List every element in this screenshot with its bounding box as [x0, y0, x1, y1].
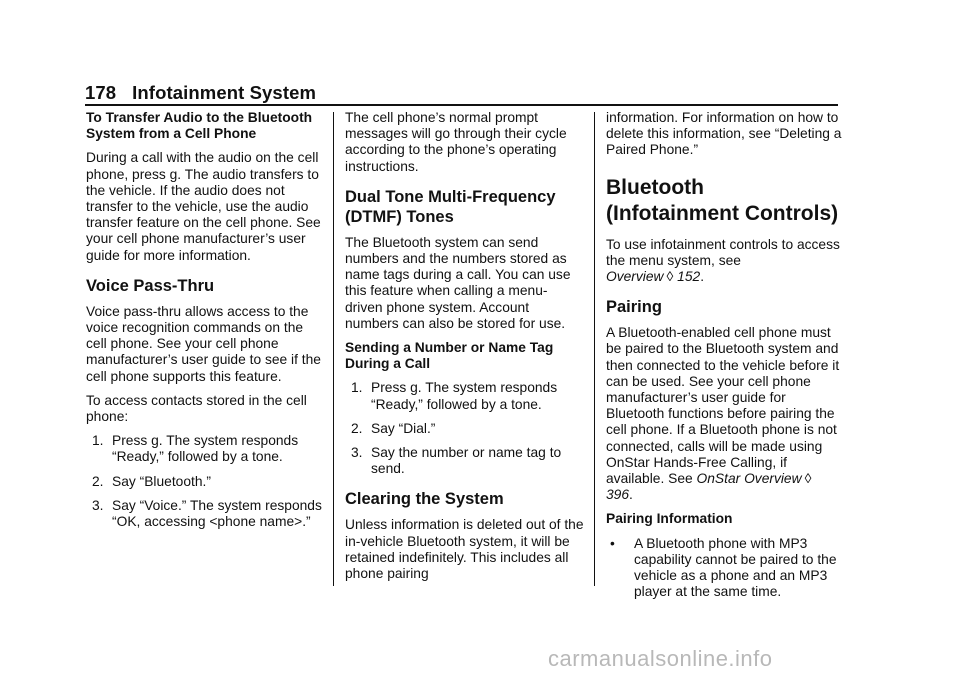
step-item [351, 445, 585, 477]
clearing-paragraph: Unless information is deleted out of the in-vehicle Bluetooth system, it will be retained indefinitely. This includes all phone pairing [345, 517, 584, 582]
deleting-info-paragraph: information. For information on how to delete this information, see “Deleting a Paired Phone.” [606, 110, 842, 158]
text-run: A Bluetooth-enabled cell phone must be paired to the Bluetooth system and then connected to the vehicle before it can be used. See your cell phone manufacturer’s user guide for Bluetooth functions before pairing the cell phone. If a Bluetooth phone is not connected, calls will be made using OnStar Hands-Free Calling, if available. See [606, 325, 840, 487]
step-number: 1. [351, 380, 363, 396]
step-number: 2. [92, 473, 104, 489]
step-text: Say “Bluetooth.” [112, 473, 211, 489]
overview-page-ref[interactable]: 152 [677, 269, 701, 285]
step-text [112, 433, 326, 465]
overview-link[interactable]: Overview [606, 269, 664, 285]
step-item [92, 498, 326, 530]
step-text: Say “Voice.” The system responds “OK, accessing <phone name>.” [112, 497, 322, 530]
text-run: During a call with the audio on the cell phone, press [86, 150, 319, 182]
step-item [92, 433, 326, 465]
step-number: 1. [92, 433, 104, 449]
text-run: Press [371, 380, 411, 396]
pairing-information-heading: Pairing Information [606, 511, 733, 527]
step-item [351, 380, 585, 412]
step-item [351, 421, 585, 437]
clearing-system-heading: Clearing the System [345, 490, 504, 509]
header-rule [85, 104, 838, 106]
bluetooth-controls-paragraph: To use infotainment controls to access the menu system, see Overview ◊ 152. [606, 236, 840, 285]
pairing-heading: Pairing [606, 298, 662, 317]
text-run: Press [112, 433, 152, 449]
bullet-icon: • [610, 535, 615, 551]
column-2 [345, 110, 585, 590]
section-title: Infotainment System [132, 82, 317, 103]
column-3 [606, 110, 842, 608]
text-run: . The audio transfers to the vehicle. If the audio does not transfer to the vehicle, use the audio transfer feature on the cell phone. See your cell phone manufacturer’s user guide for more information. [86, 166, 321, 263]
bluetooth-controls-heading: Bluetooth (Infotainment Controls) [606, 175, 839, 225]
page-number: 178 [85, 82, 117, 103]
sending-number-heading: Sending a Number or Name Tag During a Call [345, 340, 554, 372]
step-item [92, 474, 326, 490]
text-run: . The system responds “Ready,” followed by a tone. [371, 380, 558, 412]
watermark-text: carmanualsonline.info [548, 646, 773, 671]
step-text: Say “Dial.” [371, 420, 436, 436]
page-ref-icon: ◊ [804, 471, 812, 487]
phone-icon: g [410, 380, 418, 396]
step-number: 3. [92, 497, 104, 513]
pairing-paragraph: A Bluetooth-enabled cell phone must be paired to the Bluetooth system and then connected to the vehicle before it can be used. See your cell phone manufacturer’s user guide for Bluetooth functions before pairing the cell phone. If a Bluetooth phone is not connected, calls will be made using OnStar Hands-Free Calling, if available. See OnStar Overview ◊ 396. [606, 325, 840, 503]
step-number: 3. [351, 445, 363, 461]
list-item [606, 536, 842, 601]
passthru-paragraph-1: Voice pass-thru allows access to the voice recognition commands on the cell phone. See your cell phone manufacturer’s user guide to see if the cell phone supports this feature. [86, 303, 321, 384]
page-header [85, 82, 837, 106]
phone-icon: g [169, 166, 178, 182]
transfer-audio-heading: To Transfer Audio to the Bluetooth System from a Cell Phone [86, 110, 313, 142]
dtmf-paragraph: The Bluetooth system can send numbers and the numbers stored as name tags during a call. You can use this feature when calling a menu-driven phone system. Account numbers can also be stored for use. [345, 234, 571, 331]
step-number: 2. [351, 420, 363, 436]
step-text: Say the number or name tag to send. [371, 445, 562, 477]
transfer-audio-paragraph [86, 150, 326, 263]
passthru-paragraph-2: To access contacts stored in the cell phone: [86, 392, 307, 425]
text-run: . The system responds “Ready,” followed by a tone. [112, 433, 299, 465]
onstar-overview-link[interactable]: OnStar Overview [696, 471, 802, 487]
column-1 [86, 110, 326, 538]
prompt-messages-paragraph: The cell phone’s normal prompt messages will go through their cycle according to the phone’s operating instructions. [345, 110, 567, 174]
dtmf-heading: Dual Tone Multi-Frequency (DTMF) Tones [345, 187, 556, 226]
voice-passthru-heading: Voice Pass-Thru [86, 276, 215, 295]
bullet-text: A Bluetooth phone with MP3 capability cannot be paired to the vehicle as a phone and an MP3 player at the same time. [634, 535, 837, 600]
column-divider-1 [333, 112, 334, 586]
phone-icon: g [151, 433, 159, 449]
step-text [371, 380, 585, 412]
onstar-page-ref[interactable]: 396 [606, 487, 630, 503]
column-divider-2 [594, 112, 595, 586]
page-ref-icon: ◊ [666, 269, 674, 285]
text-run: To use infotainment controls to access the menu system, see [606, 236, 840, 268]
